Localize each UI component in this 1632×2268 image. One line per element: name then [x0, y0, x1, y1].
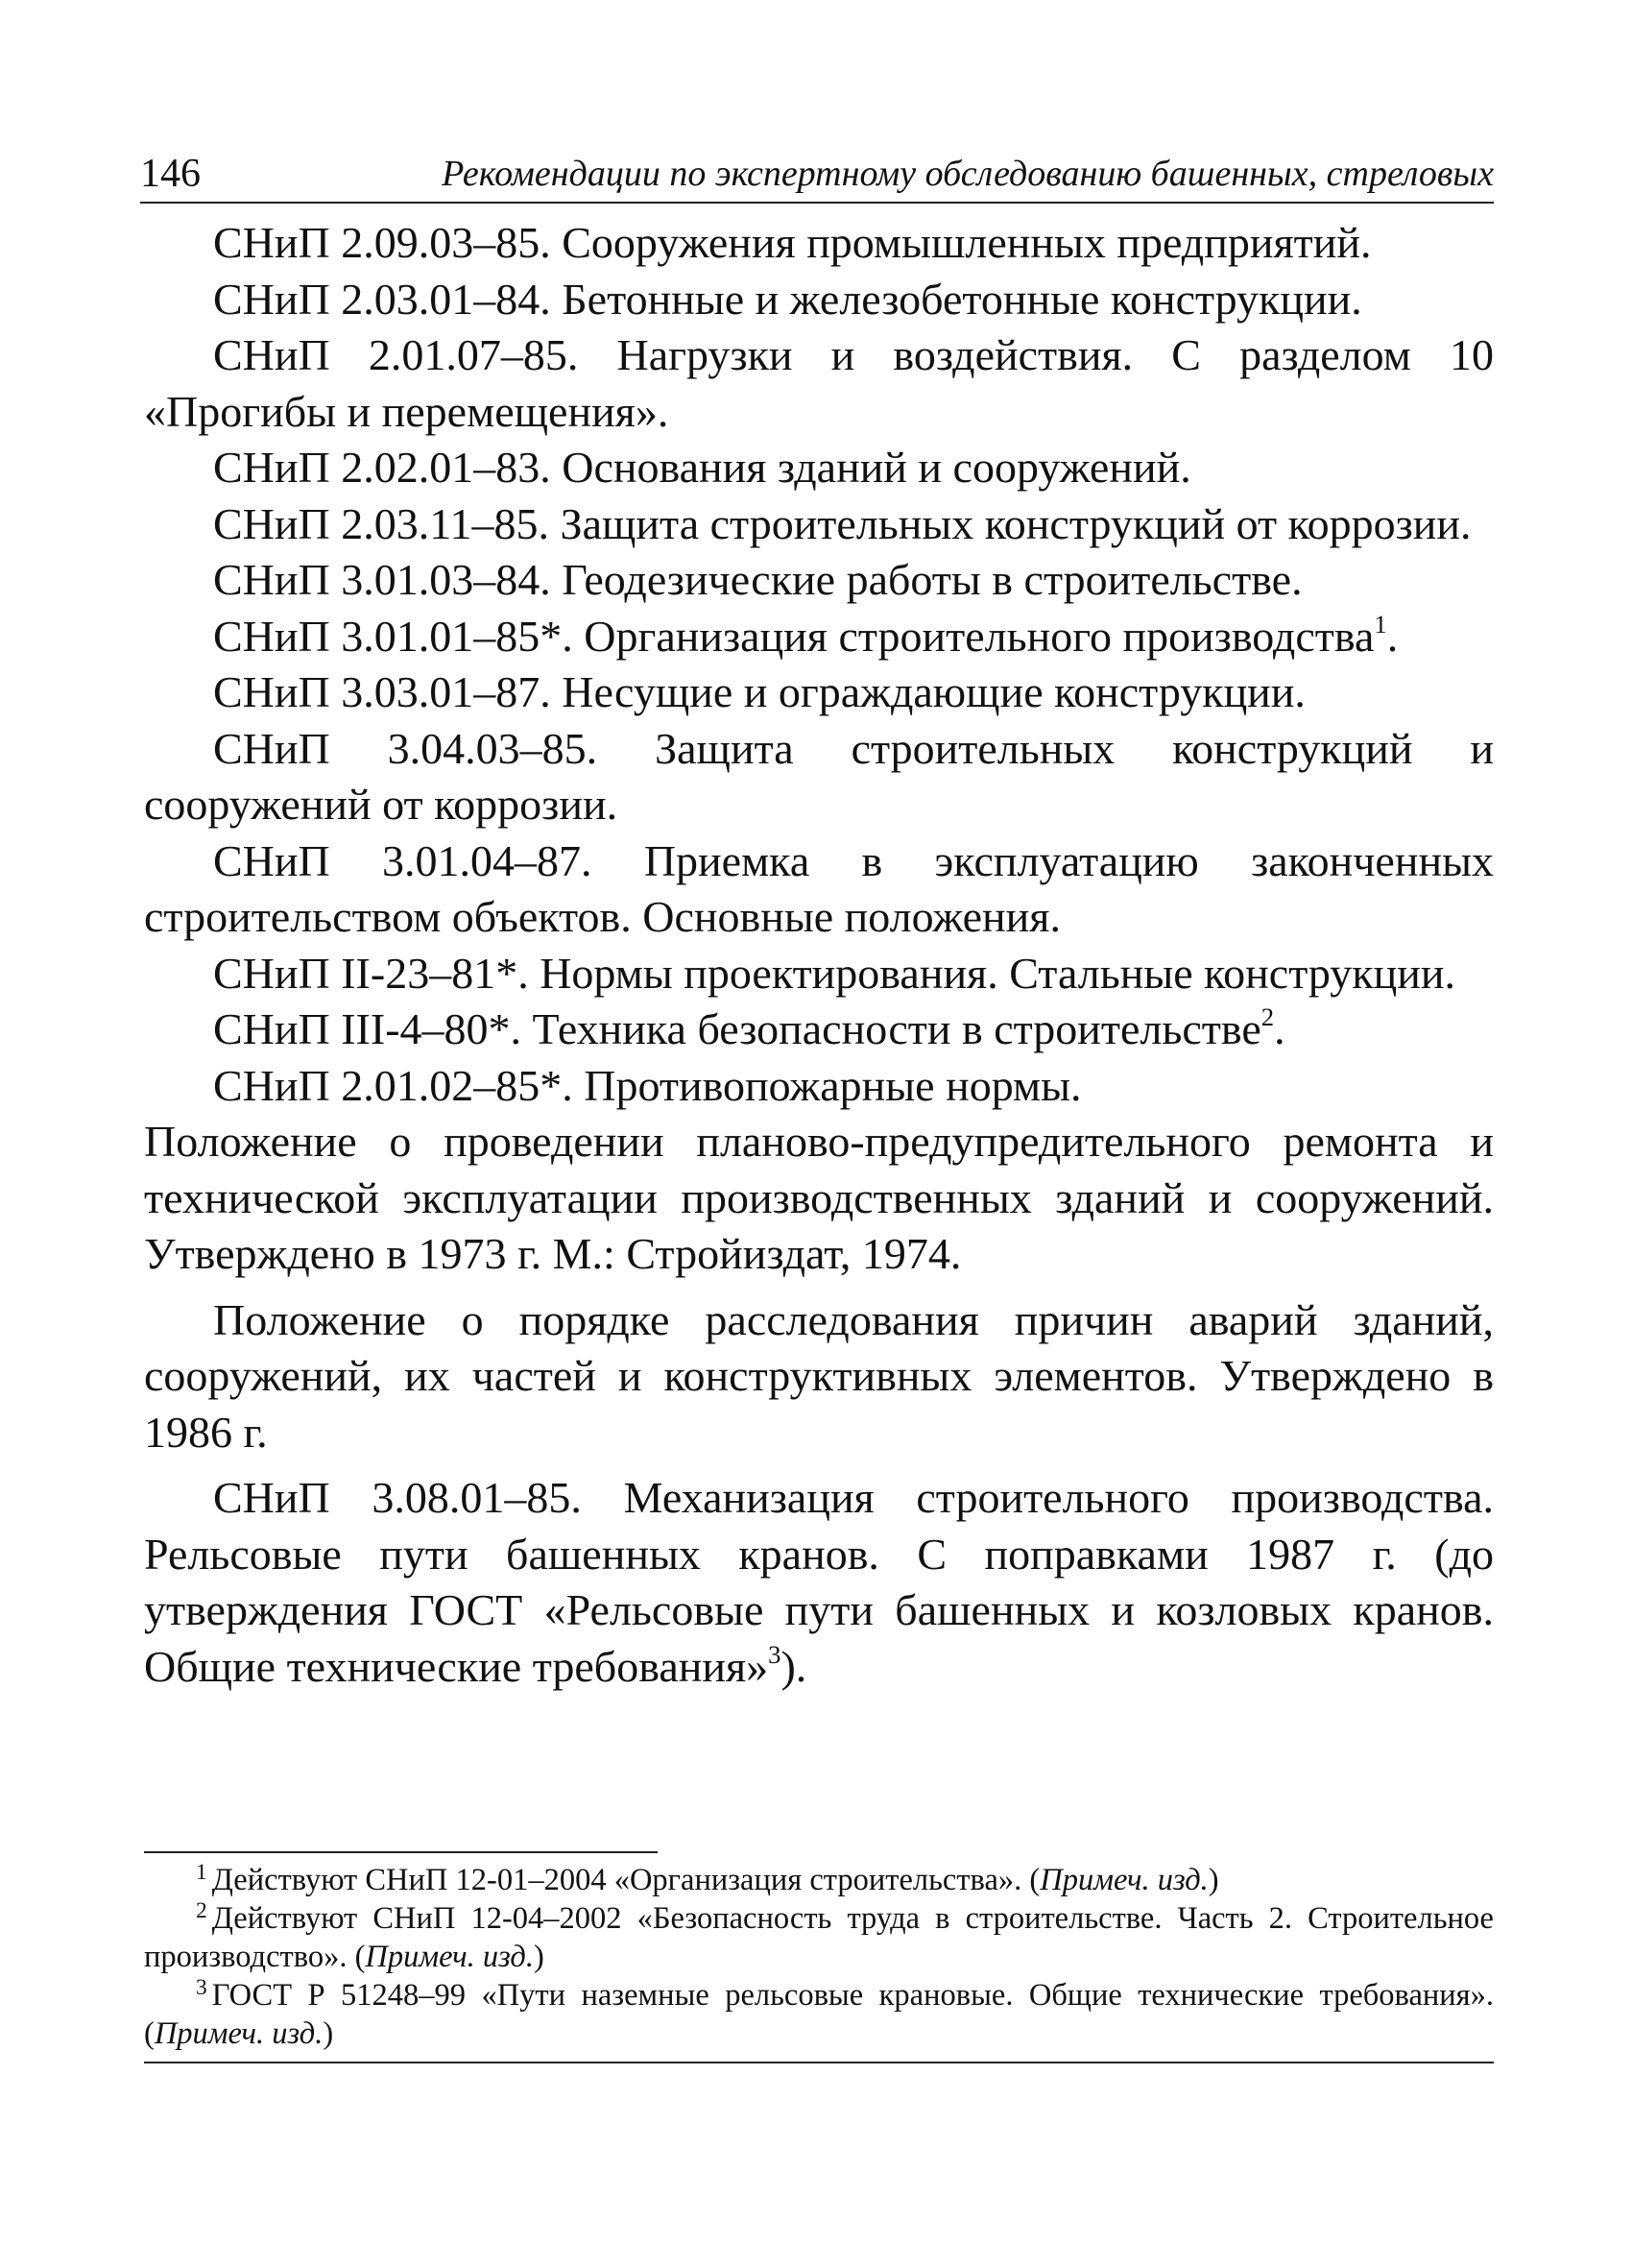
footnote	[144, 1861, 1494, 1899]
reference-entry: СНиП 2.03.11–85. Защита строительных конструкций от коррозии.	[213, 498, 1472, 548]
footnote-ref: 3	[768, 1639, 781, 1669]
reference-entry-tail: .	[1386, 611, 1399, 661]
reference-entry: СНиП 2.03.01–84. Бетонные и железобетонные конструкции.	[213, 274, 1362, 324]
footnote-ref: 1	[1374, 609, 1387, 639]
reference-entry: СНиП 2.09.03–85. Сооружения промышленных предприятий.	[213, 218, 1372, 267]
reference-entry: СНиП 2.01.02–85*. Противопожарные нормы.	[213, 1060, 1082, 1110]
footnote-mark: 2	[196, 1898, 207, 1924]
footnote-close: )	[533, 1940, 544, 1974]
reference-entry	[144, 609, 1494, 665]
reference-entry: СНиП 3.04.03–85. Защита строительных конструкций и сооружений от коррозии.	[144, 723, 1494, 829]
footnotes	[144, 1861, 1494, 2053]
reference-list	[144, 215, 1494, 1695]
reference-entry: СНиП 3.03.01–87. Несущие и ограждающие конструкции.	[213, 667, 1306, 716]
bottom-rule	[144, 2062, 1494, 2063]
reference-entry: СНиП II-23–81*. Нормы проектирования. Стальные конструкции.	[213, 948, 1455, 998]
footnote-close: )	[1208, 1863, 1219, 1897]
reference-entry: Положение о порядке расследования причин аварий зданий, сооружений, их частей и конструктивных элементов. Утверждено в 1986 г.	[144, 1294, 1494, 1457]
reference-entry-text: СНиП 3.01.01–85*. Организация строительного производства	[213, 611, 1375, 661]
running-title: Рекомендации по экспертному обследованию башенных, стреловых	[442, 154, 1494, 194]
page-number: 146	[140, 152, 201, 196]
footnote-mark: 3	[196, 1975, 207, 2001]
footnote-text: Действуют СНиП 12-01–2004 «Организация строительства». (	[211, 1863, 1041, 1897]
publisher-note: Примеч. изд.	[365, 1940, 534, 1974]
reference-entry-text: СНиП 3.08.01–85. Механизация строительного производства. Рельсовые пути башенных кранов. С поправками 1987 г. (до утверждения ГОСТ «Рельсовые пути башенных и козловых кранов. Общие технические требования»	[144, 1473, 1494, 1691]
footnote-text: ГОСТ Р 51248–99 «Пути наземные рельсовые крановые. Общие технические требования». (	[144, 1978, 1494, 2051]
reference-entry: СНиП 2.02.01–83. Основания зданий и сооружений.	[213, 443, 1191, 492]
reference-entry: СНиП 3.01.03–84. Геодезические работы в строительстве.	[213, 555, 1303, 604]
footnote	[144, 1976, 1494, 2053]
reference-entry: СНиП 3.01.04–87. Приемка в эксплуатацию законченных строительством объектов. Основные положения.	[144, 835, 1494, 941]
reference-entry-tail: .	[1274, 1004, 1285, 1053]
page-header	[140, 142, 1494, 204]
footnote-separator	[144, 1851, 658, 1853]
footnote	[144, 1899, 1494, 1976]
reference-entry	[144, 1001, 1494, 1058]
reference-entry: Положение о проведении планово-предупредительного ремонта и технической эксплуатации производственных зданий и сооружений. Утверждено в 1973 г. М.: Стройиздат, 1974.	[144, 1117, 1494, 1278]
reference-entry	[144, 1470, 1494, 1695]
publisher-note: Примеч. изд.	[1040, 1863, 1209, 1897]
reference-entry-tail: ).	[780, 1641, 807, 1691]
publisher-note: Примеч. изд.	[154, 2016, 324, 2051]
footnote-mark: 1	[196, 1860, 207, 1886]
footnote-text: Действуют СНиП 12-04–2002 «Безопасность труда в строительстве. Часть 2. Строительное производство». (	[144, 1901, 1494, 1974]
reference-entry: СНиП 2.01.07–85. Нагрузки и воздействия. С разделом 10 «Прогибы и перемещения».	[144, 330, 1494, 436]
footnote-close: )	[323, 2016, 334, 2051]
footnote-ref: 2	[1260, 1001, 1275, 1031]
reference-entry-text: СНиП III-4–80*. Техника безопасности в строительстве	[213, 1004, 1261, 1053]
